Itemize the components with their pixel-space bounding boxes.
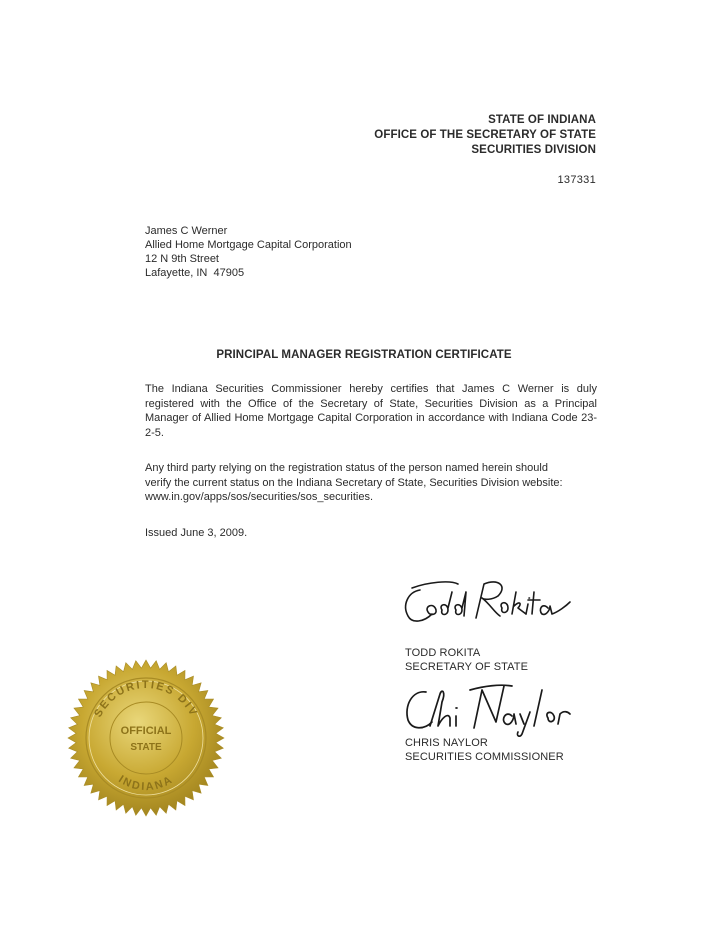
recipient-company: Allied Home Mortgage Capital Corporation	[145, 239, 352, 251]
state-name: STATE OF INDIANA	[488, 114, 596, 126]
seal-top-text: SECURITIES DIV	[92, 678, 200, 720]
signer-title: SECURITIES COMMISSIONER	[405, 751, 564, 763]
signer-commissioner	[405, 736, 564, 764]
recipient-address	[145, 224, 352, 280]
certificate-number: 137331	[557, 174, 596, 186]
third-party-paragraph	[145, 461, 597, 505]
recipient-name: James C Werner	[145, 225, 228, 237]
third-party-line-2: verify the current status on the Indiana Secretary of State, Securities Division website:	[145, 476, 563, 489]
letterhead	[374, 113, 596, 158]
certificate-title: PRINCIPAL MANAGER REGISTRATION CERTIFICATE	[216, 349, 512, 361]
chris-naylor-signature	[400, 676, 580, 738]
issued-date: Issued June 3, 2009.	[145, 527, 248, 539]
signer-secretary	[405, 646, 528, 674]
todd-rokita-signature	[398, 570, 578, 632]
division-name: SECURITIES DIVISION	[471, 144, 596, 156]
office-name: OFFICE OF THE SECRETARY OF STATE	[374, 129, 596, 141]
recipient-city: Lafayette, IN 47905	[145, 267, 245, 279]
third-party-line-1: Any third party relying on the registration status of the person named herein should	[145, 462, 548, 474]
seal-center-text: OFFICIAL	[120, 725, 172, 737]
official-gold-seal	[66, 658, 226, 818]
recipient-street: 12 N 9th Street	[145, 253, 219, 265]
signer-title: SECRETARY OF STATE	[405, 661, 529, 673]
signer-name: TODD ROKITA	[405, 647, 481, 659]
website-url: www.in.gov/apps/sos/securities/sos_securities.	[145, 491, 374, 503]
seal-bottom-text: INDIANA	[116, 773, 176, 794]
signer-name: CHRIS NAYLOR	[405, 737, 488, 749]
certification-paragraph: The Indiana Securities Commissioner hereby certifies that James C Werner is duly registered with the Office of the Secretary of State, Securities Division as a Principal Manager of Allied Home Mortgage Capital Corporation in accordance with Indiana Code 23-2-5.	[145, 383, 597, 439]
seal-state-text: STATE	[130, 742, 162, 753]
